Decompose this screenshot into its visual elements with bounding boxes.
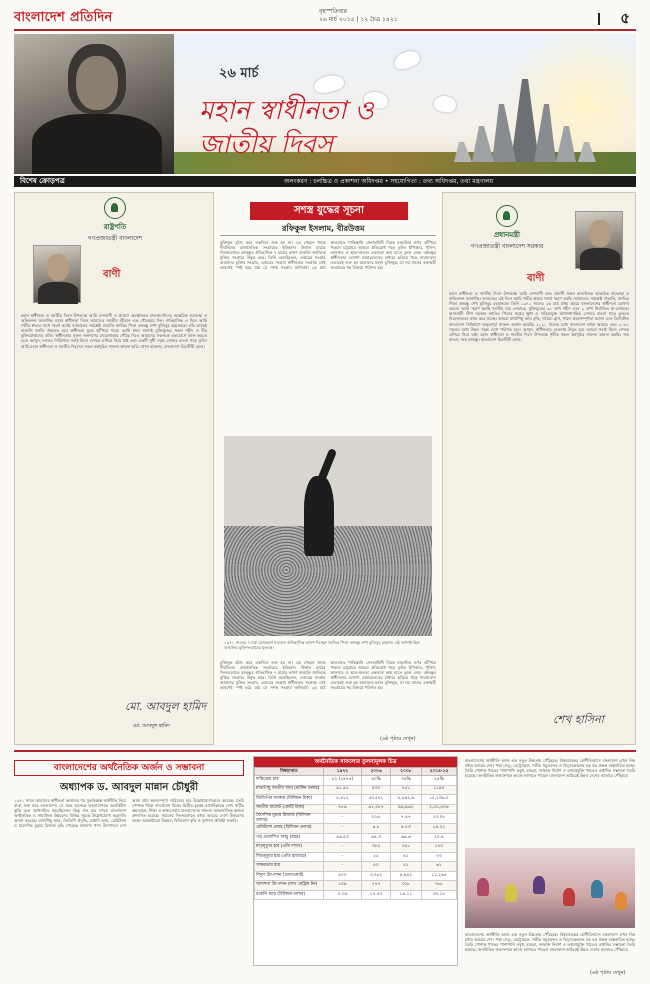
banner-title: মহান স্বাধীনতা ও জাতীয় দিবস bbox=[199, 96, 374, 160]
banner-credit: অলংকরণ : চলচ্চিত্র ও প্রকাশনা অধিদপ্তর • সহযোগিতা : তথ্য অধিদপ্তর, তথ্য মন্ত্রণালয় bbox=[284, 178, 494, 185]
banner-credit-strip bbox=[14, 176, 636, 187]
table-cell: ১৪.২২ bbox=[421, 824, 456, 834]
economy-article-text: ১৯৭১ সালে আমাদের স্বাধীনতা অর্জনের পর যুদ্ধবিধ্বস্ত অর্থনীতি নিয়ে যাত্রা শুরু করে বাংলাদেশ। সে সময় অনেকে বাংলাদেশকে তলাবিহীন ঝুড়ি বলে আখ্যায়িত করেছিলেন। কিন্তু গত চার দশকে বাংলাদেশ অর্থনৈতিক ও সামাজিক উন্নয়নের বিভিন্ন সূচকে উল্লেখযোগ্য অগ্রগতি অর্জন করেছে। মাথাপিছু আয়, জিডিপি প্রবৃদ্ধি, রপ্তানি আয়, রেমিট্যান্স ও বৈদেশিক মুদ্রার রিজার্ভ বৃদ্ধি পেয়েছে বহুগুণ। খাদ্য উৎপাদনে দেশ আজ প্রায় স্বয়ংসম্পূর্ণ। দারিদ্র্যের হার উল্লেখযোগ্যভাবে কমেছে। তৈরি পোশাক শিল্পে বাংলাদেশ বিশ্বের দ্বিতীয় বৃহত্তম রপ্তানিকারক দেশ। নারীর ক্ষমতায়ন, শিক্ষা ও স্বাস্থ্যসেবায় বাংলাদেশের সাফল্য আন্তর্জাতিক অঙ্গনে প্রশংসিত হয়েছে। সামনের দিনগুলোতে মধ্যম আয়ের দেশে উত্তরণের লক্ষ্যে অবকাঠামো উন্নয়ন, বিনিয়োগ বৃদ্ধি ও সুশাসন প্রতিষ্ঠা জরুরি। bbox=[14, 798, 244, 829]
table-cell: ৫০ bbox=[362, 862, 391, 872]
table-cell: ৪১ bbox=[390, 852, 421, 862]
photo-caption: ১৯৭১ সালের ৭ মার্চ রেসকোর্স ময়দানে ঐতিহাসিক ভাষণ দিচ্ছেন জাতির পিতা বঙ্গবন্ধু শেখ মুজিবুর রহমান। এই ভাষণই ছিল বাঙালির মুক্তিসংগ্রামের মূলমন্ত্র। bbox=[224, 640, 420, 651]
table-row bbox=[255, 824, 457, 834]
table-title: অর্থনৈতিক সাফল্যের তুলনামূলক চিত্র bbox=[254, 757, 457, 767]
table-cell: ৭০.৪ bbox=[421, 833, 456, 843]
table-cell: ৫,৮৯২.৯ bbox=[390, 795, 421, 805]
page-number: ৫ bbox=[620, 9, 630, 27]
garment-factory-photo bbox=[465, 848, 635, 928]
table-cell: ৮২ (১৯৭৪) bbox=[323, 776, 361, 786]
table-cell: সাক্ষরতার হার bbox=[255, 862, 324, 872]
president-office: রাষ্ট্রপতি গণপ্রজাতন্ত্রী বাংলাদেশ bbox=[75, 197, 155, 244]
table-cell: জাতীয় বাজেট (কোটি টাকা) bbox=[255, 804, 324, 814]
pm-message bbox=[442, 192, 636, 745]
table-cell: ১০.৫৩ bbox=[362, 890, 391, 900]
table-row bbox=[255, 890, 457, 900]
president-message-text: মহান স্বাধীনতা ও জাতীয় দিবস উপলক্ষে আমি দেশবাসী ও প্রবাসে অবস্থানরত বাংলাদেশিদের আন্তরিক শুভেচ্ছা ও অভিনন্দন জানাচ্ছি। মহান স্বাধীনতা দিবস আমাদের জাতীয় জীবনে এক গৌরবময় দিন। ঐতিহাসিক এ দিনে আমি গভীর শ্রদ্ধার সাথে স্মরণ করছি সর্বকালের সর্বশ্রেষ্ঠ বাঙালি জাতির পিতা বঙ্গবন্ধু শেখ মুজিবুর রহমানকে। তাঁর ডাকেই বাঙালি জাতি ঐক্যবদ্ধ হয়ে স্বাধীনতা যুদ্ধে ঝাঁপিয়ে পড়ে। আমি শ্রদ্ধা জানাই মুক্তিযুদ্ধের সকল শহীদ ও বীর মুক্তিযোদ্ধাদের প্রতি। স্বাধীনতার সুফল জনগণের দোরগোড়ায় পৌঁছে দিতে আমাদের সকলকে একযোগে কাজ করতে হবে। আসুন, দলমত নির্বিশেষে সবাই মিলে দেশকে এগিয়ে নিয়ে যাই এবং একটি সুখী সমৃদ্ধ সোনার বাংলা গড়ে তুলি। আমি মহান স্বাধীনতা ও জাতীয় দিবসের সকল কর্মসূচির সাফল্য কামনা করি। খোদা হাফেজ, বাংলাদেশ চিরজীবী হোক। bbox=[21, 313, 207, 349]
table-row bbox=[255, 881, 457, 891]
message-heading: বাণী bbox=[103, 269, 121, 280]
feature-text: মুক্তিযুদ্ধ হঠাৎ করে একদিনে শুরু হয় না। এর পেছনে থাকে দীর্ঘদিনের রাজনৈতিক সংগ্রামের ইতিহাস। উত্তাল মার্চের দিনগুলোতে বঙ্গবন্ধুর ঐতিহাসিক ৭ মার্চের ভাষণ বাঙালি জাতিকে মুক্তির সংগ্রামে উদ্বুদ্ধ করে। তিনি বলেছিলেন, এবারের সংগ্রাম আমাদের মুক্তির সংগ্রাম, এবারের সংগ্রাম স্বাধীনতার সংগ্রাম। সেই ভাষণেই স্পষ্ট হয়ে যায় যে সশস্ত্র সংগ্রাম অনিবার্য। ২৫ মার্চ কালরাতে পাকিস্তানি সেনাবাহিনী নিরস্ত্র বাঙালির ওপর ঝাঁপিয়ে পড়লে চট্টগ্রামে আমরা প্রতিরোধ গড়ে তুলি। ইপিআর, পুলিশ, আনসার ও ছাত্র-জনতা একসঙ্গে অস্ত্র হাতে তুলে নেয়। বঙ্গবন্ধুর স্বাধীনতার ঘোষণা ওয়্যারলেসের মাধ্যমে ছড়িয়ে পড়ে সারাদেশে। এভাবেই শুরু হয় আমাদের মহান মুক্তিযুদ্ধ, যা নয় মাসের রক্তক্ষয়ী সংগ্রামের পর বিজয়ে পরিণত হয়। bbox=[220, 240, 436, 271]
table-cell: ৫৩০ bbox=[362, 785, 391, 795]
table-cell: ৩,৭৮২ bbox=[362, 871, 391, 881]
table-cell: ১৭০ bbox=[421, 843, 456, 853]
table-cell: ৪০% bbox=[362, 776, 391, 786]
table-cell: ২,৫০,৫০৬ bbox=[421, 804, 456, 814]
table-row bbox=[255, 852, 457, 862]
table-cell: ৪৬.৫৩ bbox=[323, 833, 361, 843]
pm-photo bbox=[575, 211, 623, 269]
feature-article bbox=[220, 200, 436, 745]
economy-right-text-2: বাংলাদেশের অর্থনীতি আজ এক নতুন উচ্চতায় পৌঁছেছে। বিশ্বব্যাংকের শ্রেণীবিন্যাসে বাংলাদেশ এখন নিম্ন মধ্যম আয়ের দেশ। পদ্মা সেতু, মেট্রোরেল, গভীর সমুদ্রবন্দর ও বিদ্যুৎকেন্দ্রসহ বড় বড় প্রকল্প বাস্তবায়িত হচ্ছে। তৈরি পোশাক খাতের পাশাপাশি ওষুধ, চামড়া, জাহাজ নির্মাণ ও তথ্যপ্রযুক্তি খাতেও রপ্তানির সম্ভাবনা তৈরি হয়েছে। জনমিতিক লভ্যাংশকে কাজে লাগাতে পারলে বাংলাদেশ অচিরেই উন্নত দেশের কাতারে পৌঁছাবে। bbox=[465, 932, 635, 953]
table-cell: - bbox=[323, 862, 361, 872]
speech-photo bbox=[224, 436, 432, 636]
table-cell: - bbox=[323, 852, 361, 862]
table-cell: ৫,৪১২ bbox=[323, 795, 361, 805]
president-photo bbox=[33, 245, 81, 303]
table-cell: দারিদ্র্যের হার bbox=[255, 776, 324, 786]
table-cell: খাদ্যশস্য উৎপাদন (লাখ মেট্রিক টন) bbox=[255, 881, 324, 891]
table-cell: ৯১.৯১ bbox=[323, 785, 361, 795]
table-cell: ০.৩৫ bbox=[323, 890, 361, 900]
continued-note: (৬ষ্ঠ পৃষ্ঠায় দেখুন) bbox=[380, 736, 416, 742]
state-seal-icon bbox=[104, 197, 126, 219]
table-cell: ৪০০ bbox=[323, 871, 361, 881]
table-cell: ১০৯ bbox=[323, 881, 361, 891]
economy-author: অধ্যাপক ড. আবদুল মান্নান চৌধুরী bbox=[59, 782, 199, 793]
table-cell: ৯.৭৩ bbox=[390, 824, 421, 834]
table-cell: ৭.৪৭ bbox=[390, 814, 421, 824]
feature-byline: রফিকুল ইসলাম, বীরউত্তম bbox=[282, 224, 365, 233]
table-cell: ৪.৮ bbox=[362, 824, 391, 834]
table-row bbox=[255, 776, 457, 786]
feature-text-continued: মুক্তিযুদ্ধ হঠাৎ করে একদিনে শুরু হয় না। এর পেছনে থাকে দীর্ঘদিনের রাজনৈতিক সংগ্রামের ইতিহাস। উত্তাল মার্চের দিনগুলোতে বঙ্গবন্ধুর ঐতিহাসিক ৭ মার্চের ভাষণ বাঙালি জাতিকে মুক্তির সংগ্রামে উদ্বুদ্ধ করে। তিনি বলেছিলেন, এবারের সংগ্রাম আমাদের মুক্তির সংগ্রাম, এবারের সংগ্রাম স্বাধীনতার সংগ্রাম। সেই ভাষণেই স্পষ্ট হয়ে যায় যে সশস্ত্র সংগ্রাম অনিবার্য। ২৫ মার্চ কালরাতে পাকিস্তানি সেনাবাহিনী নিরস্ত্র বাঙালির ওপর ঝাঁপিয়ে পড়লে চট্টগ্রামে আমরা প্রতিরোধ গড়ে তুলি। ইপিআর, পুলিশ, আনসার ও ছাত্র-জনতা একসঙ্গে অস্ত্র হাতে তুলে নেয়। বঙ্গবন্ধুর স্বাধীনতার ঘোষণা ওয়্যারলেসের মাধ্যমে ছড়িয়ে পড়ে সারাদেশে। এভাবেই শুরু হয় আমাদের মহান মুক্তিযুদ্ধ, যা নয় মাসের রক্তক্ষয়ী সংগ্রামের পর বিজয়ে পরিণত হয়। bbox=[220, 660, 436, 691]
table-row bbox=[255, 795, 457, 805]
message-heading: বাণী bbox=[527, 273, 545, 284]
bangabandhu-portrait bbox=[14, 34, 174, 174]
newspaper-logo: বাংলাদেশ প্রতিদিন bbox=[14, 9, 113, 25]
table-cell: ৬৪.৩ bbox=[362, 833, 391, 843]
table-cell: - bbox=[323, 843, 361, 853]
table-cell: ২৭৭ bbox=[362, 881, 391, 891]
table-row bbox=[255, 862, 457, 872]
pm-office: প্রধানমন্ত্রী গণপ্রজাতন্ত্রী বাংলাদেশ সরকার bbox=[447, 205, 567, 252]
table-cell: ২৪% bbox=[421, 776, 456, 786]
table-cell: ৩৮২ bbox=[362, 843, 391, 853]
table-row bbox=[255, 833, 457, 843]
table-cell: ৫১ bbox=[390, 862, 421, 872]
table-cell: ৩৪% bbox=[390, 776, 421, 786]
president-signature: মো. আবদুল হামিদ bbox=[125, 700, 207, 713]
table-cell: - bbox=[323, 814, 361, 824]
table-cell: বিদ্যুৎ উৎপাদন (মেগাওয়াট) bbox=[255, 871, 324, 881]
state-seal-icon bbox=[496, 205, 518, 227]
president-name: মো. আবদুল হামিদ bbox=[133, 723, 170, 729]
table-cell: মাতৃমৃত্যুর হার (প্রতি লাখে) bbox=[255, 843, 324, 853]
table-cell: ৫৫ bbox=[362, 852, 391, 862]
banner-date: ২৬ মার্চ bbox=[219, 66, 259, 81]
table-cell: ৩৩ bbox=[421, 852, 456, 862]
supplement-label: বিশেষ ক্রোড়পত্র bbox=[20, 177, 65, 185]
dove-icon bbox=[392, 48, 422, 72]
issue-date: বৃহস্পতিবার ২৬ মার্চ ২০১৫ | ১২ চৈত্র ১৪২১ bbox=[319, 8, 398, 23]
table-cell: ৬১,০৫৭ bbox=[362, 804, 391, 814]
table-cell: রপ্তানি আয় (বিলিয়ন ডলার) bbox=[255, 890, 324, 900]
dove-icon bbox=[313, 73, 346, 95]
table-cell: রেমিট্যান্স প্রবাহ (বিলিয়ন ডলার) bbox=[255, 824, 324, 834]
continued-note: (৬ষ্ঠ পৃষ্ঠায় দেখুন) bbox=[590, 970, 626, 976]
table-cell: ৩০.১৮ bbox=[421, 890, 456, 900]
table-cell: ৬৬.৬ bbox=[390, 833, 421, 843]
pm-message-text: মহান স্বাধীনতা ও জাতীয় দিবস উপলক্ষে আমি দেশবাসী এবং প্রবাসী সকল বাঙালিকে আন্তরিক শুভেচ্ছা ও অভিনন্দন জানাচ্ছি। আজকের এই দিনে আমি গভীর শ্রদ্ধার সাথে স্মরণ করছি সর্বকালের সর্বশ্রেষ্ঠ বাঙালি, জাতির পিতা বঙ্গবন্ধু শেখ মুজিবুর রহমানকে। তিনি ১৯৭১ সালের ২৬ মার্চ প্রথম প্রহরে বাংলাদেশের স্বাধীনতা ঘোষণা করেন। আমি স্মরণ করছি জাতীয় চার নেতাকে, মুক্তিযুদ্ধের ৩০ লাখ শহীদ এবং ২ লাখ নির্যাতিত মা-বোনকে। আওয়ামী লীগ সরকার জাতির পিতার স্বপ্নের ক্ষুধা ও দারিদ্র্যমুক্ত অসাম্প্রদায়িক সোনার বাংলা গড়ে তুলতে নিরলসভাবে কাজ করে যাচ্ছে। আমরা মাথাপিছু আয় বৃদ্ধি, দারিদ্র্য হ্রাস, খাদ্যে স্বয়ংসম্পূর্ণতা অর্জন এবং ডিজিটাল বাংলাদেশ বিনির্মাণে অভূতপূর্ব সাফল্য অর্জন করেছি। ২০২১ সালের মধ্যে বাংলাদেশ মধ্যম আয়ের এবং ২০৪১ সালের মধ্যে উন্নত সমৃদ্ধ দেশে পরিণত হবে। আসুন, স্বাধীনতার চেতনায় উদ্বুদ্ধ হয়ে আমরা সবাই মিলে দেশকে এগিয়ে নিয়ে যাই। মহান স্বাধীনতা ও জাতীয় দিবস উপলক্ষে গৃহীত সকল কর্মসূচির সাফল্য কামনা করছি। জয় বাংলা, জয় বঙ্গবন্ধু। বাংলাদেশ চিরজীবী হোক। bbox=[449, 291, 629, 342]
table-cell: ৬১ bbox=[421, 862, 456, 872]
table-cell: ৪,৯৪২ bbox=[390, 871, 421, 881]
economic-comparison-table bbox=[253, 756, 458, 966]
table-cell: ১১৯০ bbox=[421, 785, 456, 795]
table-cell: ৩২৮ bbox=[390, 881, 421, 891]
table-cell: ৪১৫৭২ bbox=[362, 795, 391, 805]
pm-signature: শেখ হাসিনা bbox=[553, 713, 604, 726]
table-cell: বৈদেশিক মুদ্রার রিজার্ভ (বিলিয়ন ডলার) bbox=[255, 814, 324, 824]
table-cell: - bbox=[323, 824, 361, 834]
table-cell: ১১,২৬৫ bbox=[421, 871, 456, 881]
table-cell: ৯৯,৯৬২ bbox=[390, 804, 421, 814]
table-cell: ৩.৮৮ bbox=[362, 814, 391, 824]
economy-right-text: বাংলাদেশের অর্থনীতি আজ এক নতুন উচ্চতায় পৌঁছেছে। বিশ্বব্যাংকের শ্রেণীবিন্যাসে বাংলাদেশ এখন নিম্ন মধ্যম আয়ের দেশ। পদ্মা সেতু, মেট্রোরেল, গভীর সমুদ্রবন্দর ও বিদ্যুৎকেন্দ্রসহ বড় বড় প্রকল্প বাস্তবায়িত হচ্ছে। তৈরি পোশাক খাতের পাশাপাশি ওষুধ, চামড়া, জাহাজ নির্মাণ ও তথ্যপ্রযুক্তি খাতেও রপ্তানির সম্ভাবনা তৈরি হয়েছে। জনমিতিক লভ্যাংশকে কাজে লাগাতে পারলে বাংলাদেশ অচিরেই উন্নত দেশের কাতারে পৌঁছাবে। bbox=[465, 758, 635, 779]
table-cell: গড় প্রত্যাশিত আয়ু (বছর) bbox=[255, 833, 324, 843]
economy-section-heading: বাংলাদেশের অর্থনৈতিক অর্জন ও সম্ভাবনা bbox=[14, 760, 244, 776]
masthead bbox=[14, 7, 636, 31]
table-cell: জিডিপির আকার (বিলিয়ন টাকা) bbox=[255, 795, 324, 805]
table-row bbox=[255, 871, 457, 881]
section-divider bbox=[14, 750, 636, 752]
table-cell: ১৫,১৩৬.০ bbox=[421, 795, 456, 805]
divider bbox=[598, 13, 600, 25]
national-memorial-illustration bbox=[444, 74, 614, 174]
table-cell: ২৩.০৮ bbox=[421, 814, 456, 824]
president-message bbox=[14, 192, 214, 745]
table-cell: মাথাপিছু জাতীয় আয় (মার্কিন ডলার) bbox=[255, 785, 324, 795]
table-row bbox=[255, 814, 457, 824]
table-cell: ৭৮৬ bbox=[323, 804, 361, 814]
table-cell: ৩৫১ bbox=[390, 843, 421, 853]
table-cell: ৩৮৮ bbox=[421, 881, 456, 891]
banner bbox=[14, 34, 636, 174]
table-cell: ৭৫১ bbox=[390, 785, 421, 795]
table-header-row: বিষয়/খাত ১৯৭২ ২০০৬ ২০০৮ ২০১৪-১৫ bbox=[255, 768, 457, 776]
table-cell: ১৪.১১ bbox=[390, 890, 421, 900]
table-cell: শিশুমৃত্যুর হার (প্রতি হাজারে) bbox=[255, 852, 324, 862]
table-row bbox=[255, 785, 457, 795]
feature-headline: সশস্ত্র যুদ্ধের সূচনা bbox=[250, 202, 408, 220]
table-row bbox=[255, 843, 457, 853]
